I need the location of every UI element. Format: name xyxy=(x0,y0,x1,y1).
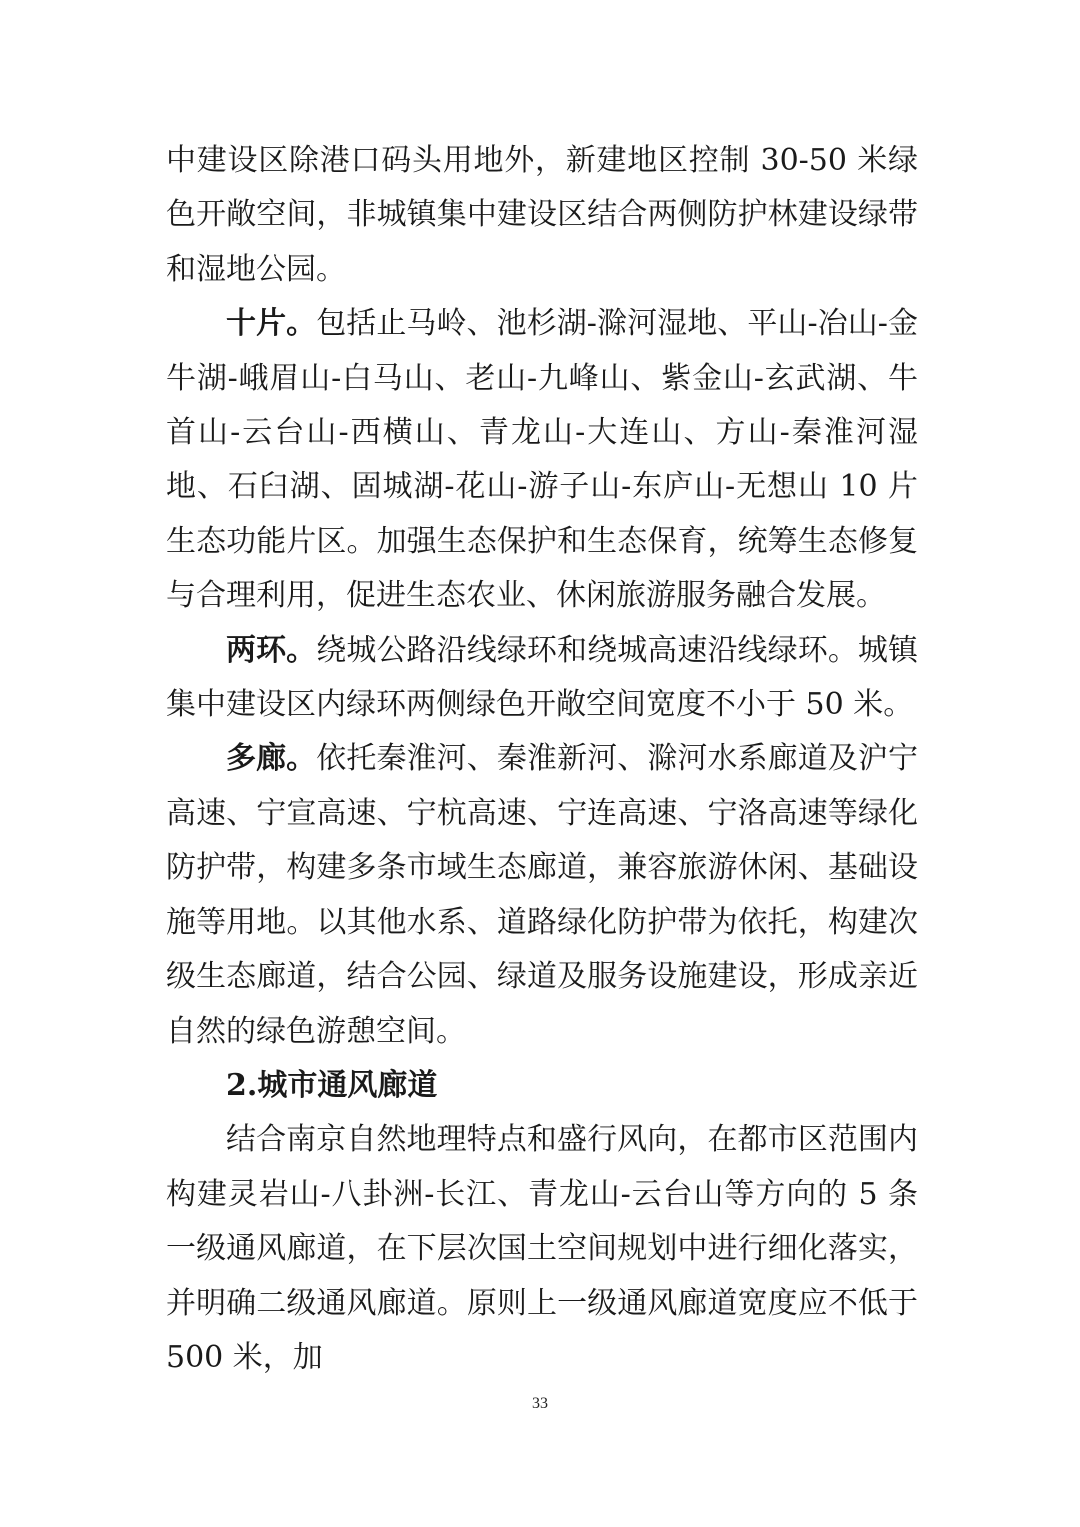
paragraph-continuation xyxy=(166,134,918,297)
paragraph-lead: 多廊。 xyxy=(226,741,317,777)
page-number: 33 xyxy=(532,1395,548,1412)
paragraph-lead: 两环。 xyxy=(226,632,317,668)
paragraph-text: 绕城公路沿线绿环和绕城高速沿线绿环。城镇集中建设区内绿环两侧绿色开敞空间宽度不小于 50 米。 xyxy=(166,632,919,723)
paragraph-text: 包括止马岭、池杉湖-滁河湿地、平山-冶山-金牛湖-峨眉山-白马山、老山-九峰山、紫金山-玄武湖、牛首山-云台山-西横山、青龙山-大连山、方山-秦淮河湿地、石臼湖、固城湖-花山-游子山-东庐山-无想山 10 片生态功能片区。加强生态保护和生态保育，统筹生态修复与合理利用，促进生态农业、休闲旅游服务融合发展。 xyxy=(166,306,918,614)
paragraph-two-rings xyxy=(166,624,918,733)
paragraph-ventilation xyxy=(166,1113,918,1385)
paragraph-text: 中建设区除港口码头用地外，新建地区控制 30-50 米绿色开敞空间，非城镇集中建设区结合两侧防护林建设绿带和湿地公园。 xyxy=(166,143,918,287)
paragraph-multi-corridors xyxy=(166,732,918,1058)
section-heading: 2.城市通风廊道 xyxy=(226,1067,438,1103)
paragraph-lead: 十片。 xyxy=(226,306,317,342)
paragraph-ten-zones xyxy=(166,297,918,623)
body-text xyxy=(166,134,918,1385)
paragraph-text: 结合南京自然地理特点和盛行风向，在都市区范围内构建灵岩山-八卦洲-长江、青龙山-云台山等方向的 5 条一级通风廊道，在下层次国土空间规划中进行细化落实，并明确二级通风廊道。原则上一级通风廊道宽度应不低于 500 米，加 xyxy=(166,1122,918,1375)
paragraph-text: 依托秦淮河、秦淮新河、滁河水系廊道及沪宁高速、宁宣高速、宁杭高速、宁连高速、宁洛高速等绿化防护带，构建多条市域生态廊道，兼容旅游休闲、基础设施等用地。以其他水系、道路绿化防护带为依托，构建次级生态廊道，结合公园、绿道及服务设施建设，形成亲近自然的绿色游憩空间。 xyxy=(166,741,919,1049)
